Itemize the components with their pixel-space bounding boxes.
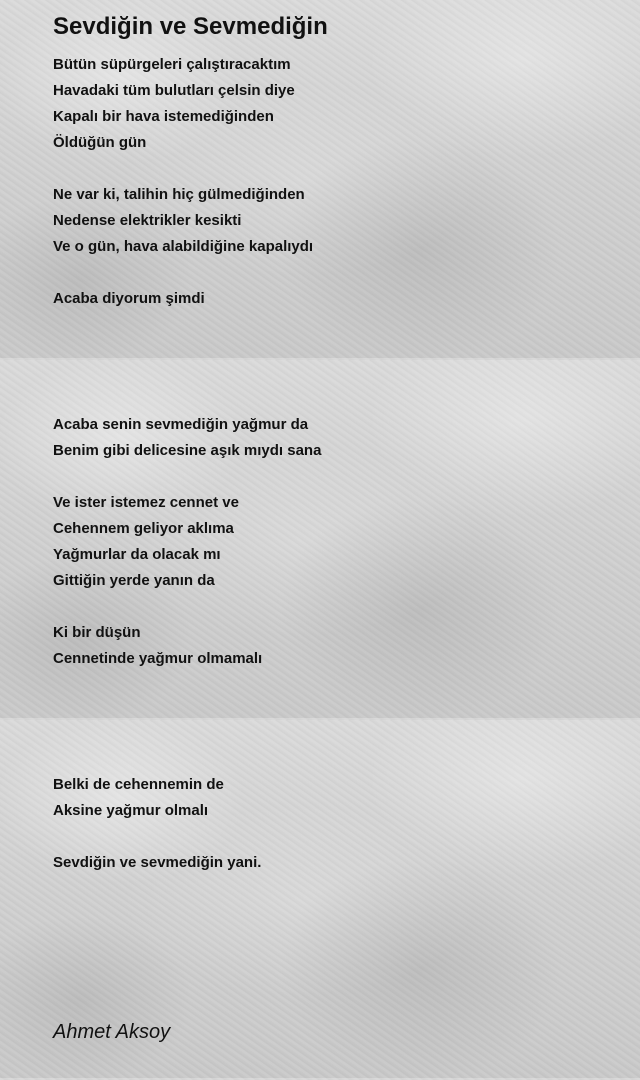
- poem-line: Acaba senin sevmediğin yağmur da: [53, 416, 309, 433]
- stanza: [53, 620, 613, 672]
- poem-line: Benim gibi delicesine aşık mıydı sana: [53, 442, 322, 459]
- poem-line: Havadaki tüm bulutları çelsin diye: [53, 82, 295, 99]
- poem-card-1: [0, 0, 640, 360]
- poem-line: Bütün süpürgeleri çalıştıracaktım: [53, 56, 291, 73]
- poem-card-2: [0, 360, 640, 720]
- poem-line: Ne var ki, talihin hiç gülmediğinden: [53, 186, 305, 203]
- stanza: [53, 412, 613, 464]
- poem-line: Öldüğün gün: [53, 134, 147, 151]
- stanza: [53, 850, 613, 876]
- poem-line: Ki bir düşün: [53, 624, 141, 641]
- stanza: [53, 52, 613, 156]
- poem-line: Sevdiğin ve sevmediğin yani.: [53, 854, 262, 871]
- poem-author: Ahmet Aksoy: [53, 1021, 171, 1043]
- poem-card-3: [0, 720, 640, 1080]
- poem-line: Ve o gün, hava alabildiğine kapalıydı: [53, 238, 314, 255]
- poem-line: Kapalı bir hava istemediğinden: [53, 108, 274, 125]
- poem-line: Belki de cehennemin de: [53, 776, 224, 793]
- poem-line: Cehennem geliyor aklıma: [53, 520, 234, 537]
- poem-line: Yağmurlar da olacak mı: [53, 546, 221, 563]
- stanza: [53, 772, 613, 824]
- stanza-group-2: [53, 412, 613, 698]
- stanza-group-3: [53, 772, 613, 902]
- poem-line: Aksine yağmur olmalı: [53, 802, 209, 819]
- stanza: [53, 286, 613, 312]
- poem-title: Sevdiğin ve Sevmediğin: [53, 13, 328, 40]
- poem-line: Acaba diyorum şimdi: [53, 290, 205, 307]
- poem-line: Gittiğin yerde yanın da: [53, 572, 215, 589]
- poem-line: Ve ister istemez cennet ve: [53, 494, 239, 511]
- poem-line: Cennetinde yağmur olmamalı: [53, 650, 263, 667]
- stanza: [53, 490, 613, 594]
- stanza-group-1: [53, 52, 613, 338]
- stanza: [53, 182, 613, 260]
- poem-line: Nedense elektrikler kesikti: [53, 212, 242, 229]
